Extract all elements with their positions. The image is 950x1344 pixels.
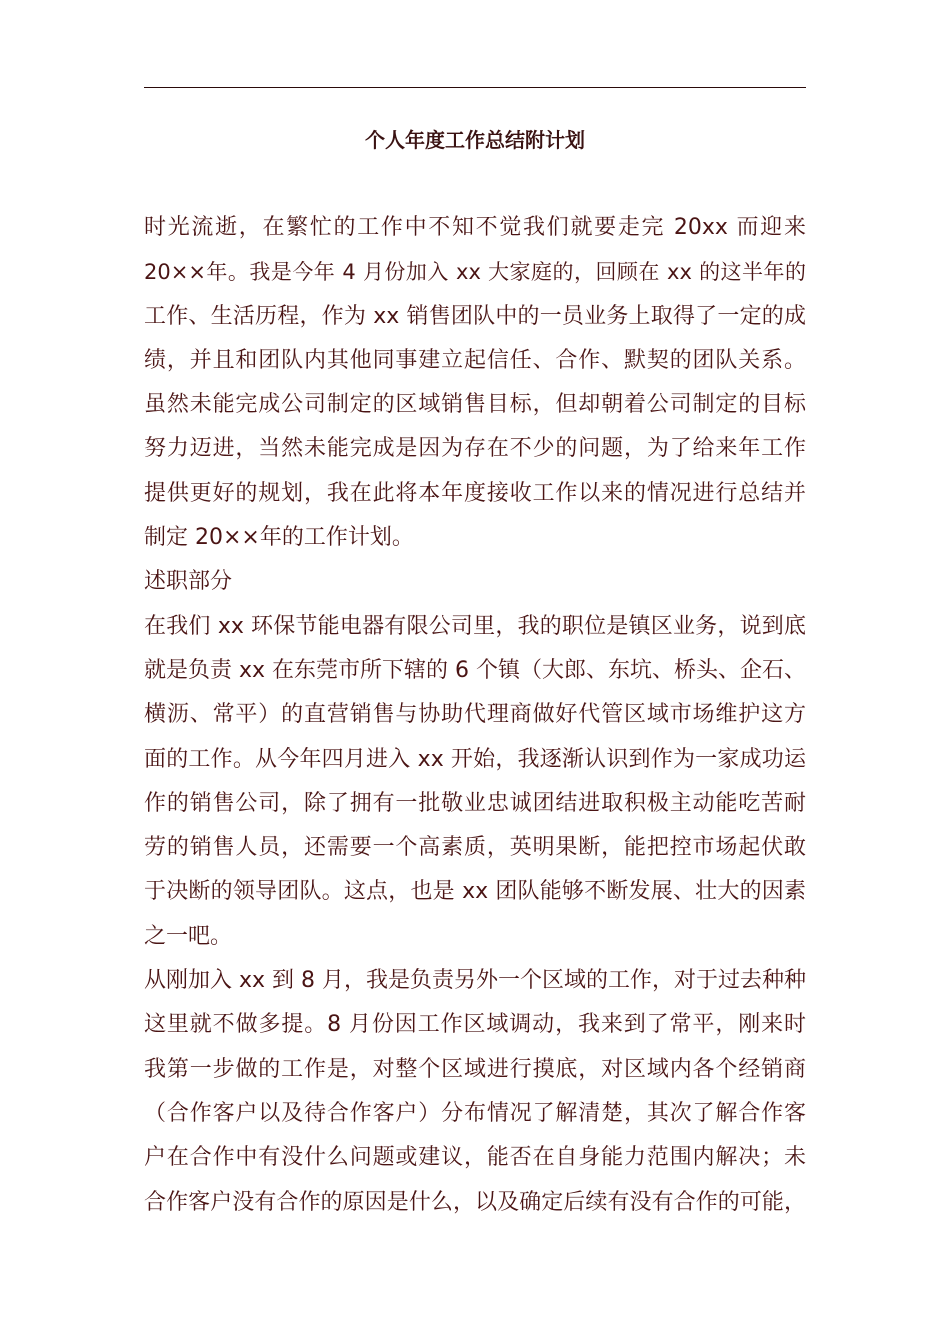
text-line: 提供更好的规划，我在此将本年度接收工作以来的情况进行总结并 [144, 480, 806, 506]
text-line: 从刚加入 xx 到 8 月，我是负责另外一个区域的工作，对于过去种种 [144, 968, 807, 994]
text-line: 在我们 xx 环保节能电器有限公司里，我的职位是镇区业务，说到底 [144, 613, 806, 639]
text-line: 20××年。我是今年 4 月份加入 xx 大家庭的，回顾在 xx 的这半年的 [144, 260, 806, 285]
document-body [144, 206, 806, 1225]
header-rule [144, 87, 806, 88]
text-line: 制定 20××年的工作计划。 [144, 525, 414, 551]
text-line: 面的工作。从今年四月进入 xx 开始，我逐渐认识到作为一家成功运 [144, 746, 806, 772]
text-line: 我第一步做的工作是，对整个区域进行摸底，对区域内各个经销商 [144, 1056, 806, 1082]
text-line: 绩，并且和团队内其他同事建立起信任、合作、默契的团队关系。 [144, 347, 806, 373]
text-line: 之一吧。 [144, 923, 233, 949]
text-line: 努力迈进，当然未能完成是因为存在不少的问题，为了给来年工作 [144, 436, 806, 462]
text-line: 横沥、常平）的直营销售与协助代理商做好代管区域市场维护这方 [144, 702, 806, 728]
text-line: 就是负责 xx 在东莞市所下辖的 6 个镇（大郎、东坑、桥头、企石、 [144, 657, 807, 683]
text-line: 作的销售公司，除了拥有一批敬业忠诚团结进取积极主动能吃苦耐 [144, 790, 806, 816]
text-line: 于决断的领导团队。这点，也是 xx 团队能够不断发展、壮大的因素 [144, 879, 806, 905]
text-line: 虽然未能完成公司制定的区域销售目标，但却朝着公司制定的目标 [144, 392, 806, 418]
text-line: （合作客户以及待合作客户）分布情况了解清楚，其次了解合作客 [144, 1100, 806, 1126]
text-line: 时光流逝，在繁忙的工作中不知不觉我们就要走完 20xx 而迎来 [144, 215, 806, 240]
document-title: 个人年度工作总结附计划 [365, 128, 585, 152]
text-line: 户在合作中有没什么问题或建议，能否在自身能力范围内解决；未 [144, 1145, 806, 1171]
text-line: 述职部分 [144, 569, 233, 595]
text-line: 劳的销售人员，还需要一个高素质，英明果断，能把控市场起伏敢 [144, 835, 806, 861]
text-line: 这里就不做多提。8 月份因工作区域调动，我来到了常平，刚来时 [144, 1012, 806, 1038]
text-line: 合作客户没有合作的原因是什么，以及确定后续有没有合作的可能， [144, 1189, 806, 1215]
text-line: 工作、生活历程，作为 xx 销售团队中的一员业务上取得了一定的成 [144, 303, 806, 329]
